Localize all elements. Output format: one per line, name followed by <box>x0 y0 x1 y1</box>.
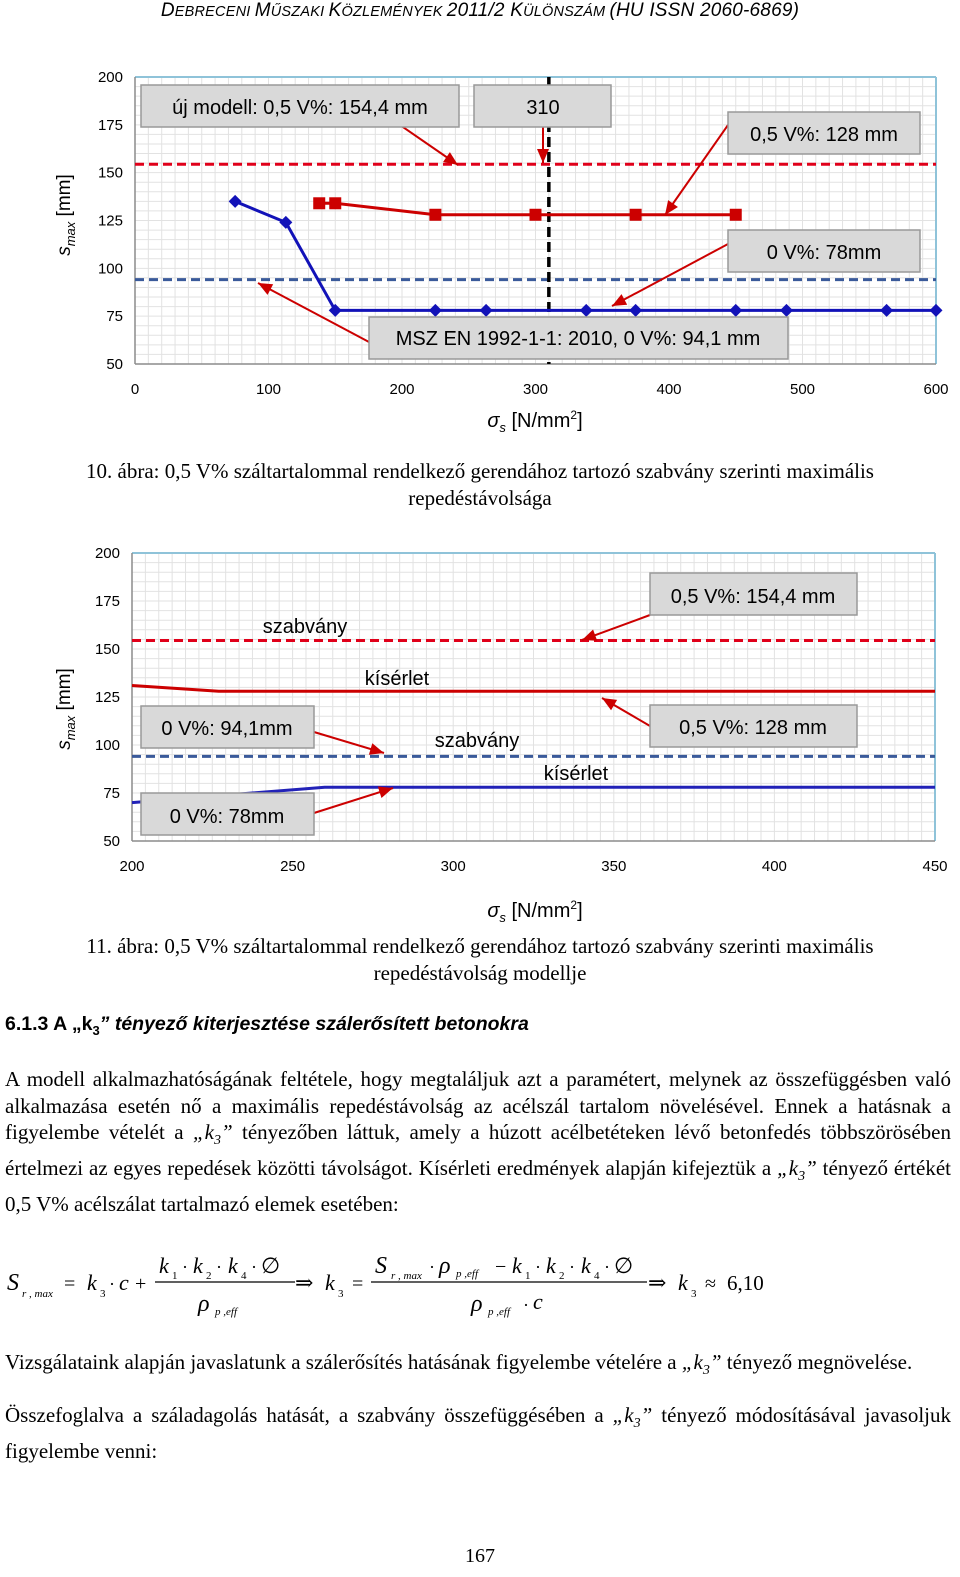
paragraph-3: Összefoglalva a száladagolás hatását, a szabvány összefüggésében a $„k_3$” tényező módosításával javasoljuk figyelembe venni: <box>5 1403 951 1463</box>
eq-symbol: p ,eff <box>488 1306 510 1318</box>
annotation-box-310 <box>474 85 611 127</box>
data-point <box>530 209 542 221</box>
eq-symbol: · <box>109 1274 115 1294</box>
journal-header: DEBRECENI MŰSZAKI KÖZLEMÉNYEK 2011/2 KÜLÖNSZÁM (HU ISSN 2060-6869) <box>160 0 800 21</box>
x-tick-label: 500 <box>789 381 816 398</box>
eq-symbol: 4 <box>241 1270 247 1282</box>
x-tick-label: 400 <box>761 858 787 875</box>
eq-symbol: 3 <box>100 1288 106 1300</box>
label-kiserlet-bottom: kísérlet <box>543 763 609 785</box>
equation <box>5 1245 945 1325</box>
label-kiserlet-top: kísérlet <box>364 668 430 690</box>
y-tick-label: 50 <box>103 833 120 850</box>
x-tick-label: 400 <box>656 381 682 398</box>
eq-symbol: 3 <box>691 1288 697 1300</box>
y-tick-label: 150 <box>94 641 120 658</box>
eq-symbol: ρ <box>198 1291 210 1317</box>
y-tick-label: 200 <box>94 545 120 562</box>
label-szabvany-top: szabvány <box>262 616 348 638</box>
x-tick-label: 100 <box>255 381 282 398</box>
annotation-label: MSZ EN 1992-1-1: 2010, 0 V%: 94,1 mm <box>395 328 761 350</box>
x-tick-label: 300 <box>522 381 549 398</box>
eq-symbol: ⇒ <box>648 1270 667 1295</box>
eq-symbol: r , max <box>391 1270 422 1282</box>
x-tick-label: 250 <box>280 858 306 875</box>
caption-line: repedéstávolsága <box>408 486 552 510</box>
data-point <box>730 209 742 221</box>
x-tick-label: 300 <box>440 858 466 875</box>
page-number: 167 <box>465 1545 495 1567</box>
y-tick-label: 100 <box>97 260 123 278</box>
data-point <box>630 209 642 221</box>
eq-symbol: · <box>251 1257 257 1277</box>
eq-symbol: S <box>7 1270 19 1296</box>
figure-10-caption <box>0 458 960 512</box>
annotation-label: 0 V%: 78mm <box>169 806 285 828</box>
eq-symbol: k <box>546 1253 556 1278</box>
eq-symbol: ⇒ <box>295 1270 314 1295</box>
x-tick-label: 200 <box>389 381 415 398</box>
x-tick-label: 350 <box>601 858 627 875</box>
x-tick-label: 450 <box>922 858 948 875</box>
eq-symbol: ∅ <box>614 1253 634 1278</box>
data-point <box>329 197 341 209</box>
x-tick-label: 600 <box>923 381 949 398</box>
caption-line: 10. ábra: 0,5 V% száltartalommal rendelkező gerendához tartozó szabvány szerinti maximális <box>86 459 874 483</box>
annotation-label: 0,5 V%: 154,4 mm <box>670 586 836 608</box>
eq-symbol: ∅ <box>261 1253 281 1278</box>
eq-symbol: · <box>569 1257 575 1277</box>
x-axis-label: $\sigma_s$ $[N/mm^2]$ <box>487 408 583 435</box>
figure-11-caption <box>0 933 960 987</box>
y-axis-label: $s_{max}$ [mm] <box>54 668 78 750</box>
eq-symbol: k <box>159 1253 169 1278</box>
eq-symbol: 2 <box>206 1270 212 1282</box>
paragraph-2: Vizsgálataink alapján javaslatunk a szálerősítés hatásának figyelembe vételére a $„k_3$” tényező megnövelése. <box>5 1350 913 1379</box>
eq-symbol: · <box>535 1257 541 1277</box>
x-axis-label: $\sigma_s$ $[N/mm^2]$ <box>487 898 583 925</box>
eq-symbol: ρ <box>439 1253 451 1279</box>
eq-symbol: p ,eff <box>215 1306 237 1318</box>
data-point <box>429 209 441 221</box>
annotation-label: 0,5 V%: 128 mm <box>679 717 827 739</box>
y-tick-label: 200 <box>97 69 123 86</box>
y-tick-label: 50 <box>106 356 123 373</box>
eq-symbol: = <box>64 1273 76 1295</box>
eq-result: 6,10 <box>727 1271 764 1295</box>
y-tick-label: 125 <box>94 689 120 706</box>
eq-symbol: S <box>375 1253 387 1279</box>
y-tick-label: 125 <box>97 212 123 230</box>
y-tick-label: 175 <box>94 593 120 610</box>
annotation-box-05-128 <box>650 705 857 747</box>
eq-symbol: · <box>216 1257 222 1277</box>
eq-symbol: c <box>533 1289 543 1314</box>
eq-symbol: 3 <box>338 1288 344 1300</box>
annotation-box-0-941 <box>141 706 314 748</box>
eq-symbol: · <box>523 1295 529 1315</box>
caption-line: 11. ábra: 0,5 V% száltartalommal rendelkező gerendához tartozó szabvány szerinti maximális <box>86 934 874 958</box>
section-heading: 6.1.3 A $„k_3$” tényező kiterjesztése szálerősített betonokra <box>5 1013 529 1038</box>
eq-symbol: + <box>135 1273 147 1295</box>
eq-symbol: k <box>193 1253 203 1278</box>
eq-symbol: k <box>678 1270 688 1295</box>
paragraph-1: A modell alkalmazhatóságának feltétele, hogy megtaláljuk azt a paramétert, melynek az összefüggésben való alkalmazása esetén nő a maximális repedéstávolság az acélszál tartalom növelésével. Ennek a hatásnak a figyelembe vételét a $„k_3$” tényezőben láttuk, amely a húzott acélbetéteken lévő betonfedés többszörösében értelmezi az egyes repedések közötti távolságot. Kísérleti eredmények alapján kifejeztük a $„k_3$” tényező értékét 0,5 V% acélszálat tartalmazó elemek esetében: <box>5 1067 951 1216</box>
eq-symbol: r , max <box>22 1288 53 1300</box>
data-point <box>313 197 325 209</box>
annotation-label: 0,5 V%: 128 mm <box>750 124 898 146</box>
eq-symbol: p ,eff <box>456 1268 478 1280</box>
x-tick-label: 200 <box>119 858 145 875</box>
eq-symbol: 1 <box>172 1270 178 1282</box>
eq-symbol: · <box>429 1257 435 1277</box>
y-tick-label: 75 <box>103 785 120 802</box>
eq-symbol: k <box>228 1253 238 1278</box>
eq-symbol: k <box>581 1253 591 1278</box>
annotation-label: 0 V%: 94,1mm <box>161 718 293 740</box>
annotation-label: új modell: 0,5 V%: 154,4 mm <box>172 97 428 119</box>
annotation-box-05-128 <box>728 112 920 154</box>
eq-symbol: ρ <box>471 1291 483 1317</box>
eq-symbol: 2 <box>559 1270 565 1282</box>
caption-line: repedéstávolság modellje <box>373 961 587 985</box>
figure-11-chart <box>0 520 960 940</box>
eq-symbol: ≈ <box>705 1273 716 1295</box>
label-szabvany-bottom: szabvány <box>434 730 520 752</box>
y-tick-label: 75 <box>106 308 123 326</box>
eq-symbol: · <box>182 1257 188 1277</box>
annotation-label: 0 V%: 78mm <box>766 242 882 264</box>
eq-symbol: = <box>352 1273 364 1295</box>
eq-symbol: k <box>512 1253 522 1278</box>
annotation-box-0-78 <box>728 230 920 272</box>
y-axis-label: $s_{max}$ [mm] <box>54 174 78 256</box>
annotation-box-05-1544 <box>650 573 857 615</box>
y-tick-label: 100 <box>94 737 120 754</box>
eq-symbol: − <box>495 1256 507 1278</box>
annotation-box-new-model <box>141 85 459 127</box>
eq-symbol: 1 <box>525 1270 531 1282</box>
figure-10-chart <box>0 0 960 440</box>
eq-symbol: 4 <box>594 1270 600 1282</box>
x-tick-label: 0 <box>130 381 140 398</box>
annotation-box-0-78 <box>141 793 314 835</box>
eq-symbol: k <box>87 1270 97 1295</box>
eq-symbol: c <box>119 1270 129 1295</box>
annotation-box-msz-en <box>369 317 788 359</box>
eq-symbol: k <box>325 1270 335 1295</box>
y-tick-label: 150 <box>97 164 123 182</box>
annotation-label: 310 <box>526 97 560 119</box>
y-tick-label: 175 <box>97 116 123 134</box>
eq-symbol: · <box>604 1257 610 1277</box>
